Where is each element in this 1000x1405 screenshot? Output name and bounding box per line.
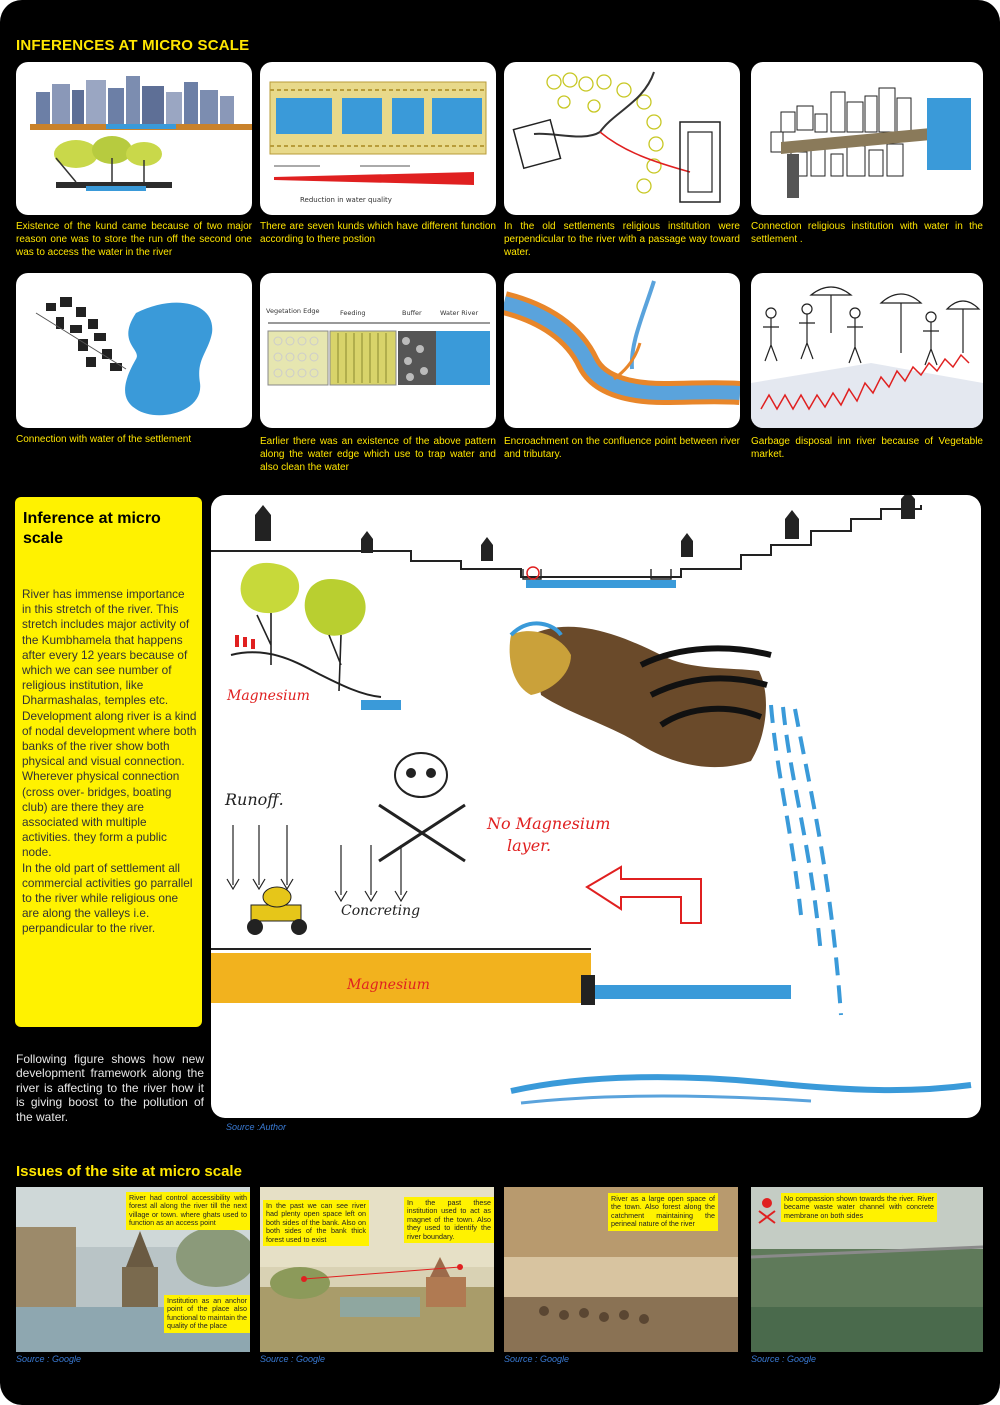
caption-garbage: Garbage disposal inn river because of Vegetable market. <box>751 436 983 460</box>
note-no-compassion: No compassion shown towards the river. River became waste water channel with concrete membrane on both sides <box>781 1193 937 1222</box>
river-pollution-sketch <box>211 495 981 1118</box>
skyline-sketch <box>16 62 252 215</box>
inference-panel <box>15 497 202 1027</box>
label-feeding: Feeding <box>340 309 366 317</box>
label-layer: layer. <box>507 836 552 855</box>
sketch-card-institution-water <box>751 62 983 215</box>
sketch-card-garbage-market <box>751 273 983 428</box>
heading-issues: Issues of the site at micro scale <box>16 1163 242 1180</box>
garbage-market-sketch <box>751 273 983 428</box>
note-river-control: River had control accessibility with forest all along the river till the next village or town. where ghats used to function as an access point <box>126 1192 250 1230</box>
note-open-space-town: River as a large open space of the town. Also forest along the catchment maintaining the perineal nature of the river <box>608 1193 718 1231</box>
label-buffer: Buffer <box>402 309 422 317</box>
label-no-magnesium: No Magnesium <box>487 814 611 833</box>
caption-old-settlements: In the old settlements religious institution were perpendicular to the river with a passage way toward water. <box>504 221 740 258</box>
sketch-card-settlement-path <box>504 62 740 215</box>
source-author: Source :Author <box>226 1122 287 1132</box>
caption-institution-water: Connection religious institution with water in the settlement . <box>751 221 983 245</box>
sketch-card-kund-section <box>16 62 252 215</box>
note-institution-magnet: In the past these institution used to act as magnet of the town. Also they used to identify the river boundary. <box>404 1197 494 1243</box>
caption-edge-pattern: Earlier there was an existence of the above pattern along the water edge which use to trap water and also clean the water <box>260 436 496 473</box>
institution-water-sketch <box>751 62 983 215</box>
source-google-3: Source : Google <box>504 1354 570 1364</box>
issue-photo-1 <box>16 1187 250 1352</box>
source-google-4: Source : Google <box>751 1354 817 1364</box>
issue-photo-4 <box>751 1187 983 1352</box>
label-concreting: Concreting <box>341 903 421 919</box>
heading-inferences: INFERENCES AT MICRO SCALE <box>16 37 250 54</box>
label-magnesium-top: Magnesium <box>227 688 310 704</box>
caption-connection-water: Connection with water of the settlement <box>16 434 192 445</box>
settlement-path-sketch <box>504 62 740 215</box>
label-magnesium-bottom: Magnesium <box>347 977 430 993</box>
note-institution-anchor: Institution as an anchor point of the place also functional to maintain the quality of the place <box>164 1295 250 1333</box>
caption-encroachment: Encroachment on the confluence point between river and tributary. <box>504 436 740 460</box>
panel-body: River has immense importance in this stretch of the river. This stretch includes major activity of the Kumbhamela that happens after every 12 years because of which we can see number of religious institution, like Dharmashalas, temples etc. Development along river is a kind of nodal development where both banks of the river show both physical and visual connection. Wherever physical connection (cross over- bridges, boating club) are there they are associated with multiple activities. they form a public node. In the old part of settlement all commercial activities go parrallel to the river while religious one are along the valleys i.e. perpandicular to the river. <box>22 587 197 936</box>
settlement-lake-sketch <box>16 273 252 428</box>
caption-seven-kunds: There are seven kunds which have different function according to there postion <box>260 221 496 245</box>
source-google-1: Source : Google <box>16 1354 82 1364</box>
sketch-card-edge-pattern <box>260 273 496 428</box>
label-runoff: Runoff. <box>225 790 284 809</box>
following-figure-text: Following figure shows how new development framework along the river is affecting to the river how it is giving boost to the pollution of the water. <box>16 1052 204 1124</box>
confluence-sketch <box>504 273 740 428</box>
sketch-card-settlement-lake <box>16 273 252 428</box>
caption-kund: Existence of the kund came because of two major reason one was to store the run off the second one was to access the water in the river <box>16 221 252 258</box>
label-water-river: Water River <box>440 309 479 317</box>
panel-title: Inference at micro scale <box>23 510 161 547</box>
label-vegetation: Vegetation Edge <box>266 307 320 315</box>
issue-photo-3 <box>504 1187 738 1352</box>
edge-pattern-sketch <box>260 273 496 428</box>
issue-photo-2 <box>260 1187 494 1352</box>
kunds-plan-sketch <box>260 62 496 215</box>
big-sketch-card <box>211 495 981 1118</box>
sketch-card-seven-kunds <box>260 62 496 215</box>
sketch-card-confluence <box>504 273 740 428</box>
source-google-2: Source : Google <box>260 1354 326 1364</box>
kund-gradient-label: Reduction in water quality <box>300 196 392 204</box>
note-open-space: In the past we can see river had plenty open space left on both sides of the bank. Also on both sides of the bank thick forest used to exist <box>263 1200 369 1246</box>
